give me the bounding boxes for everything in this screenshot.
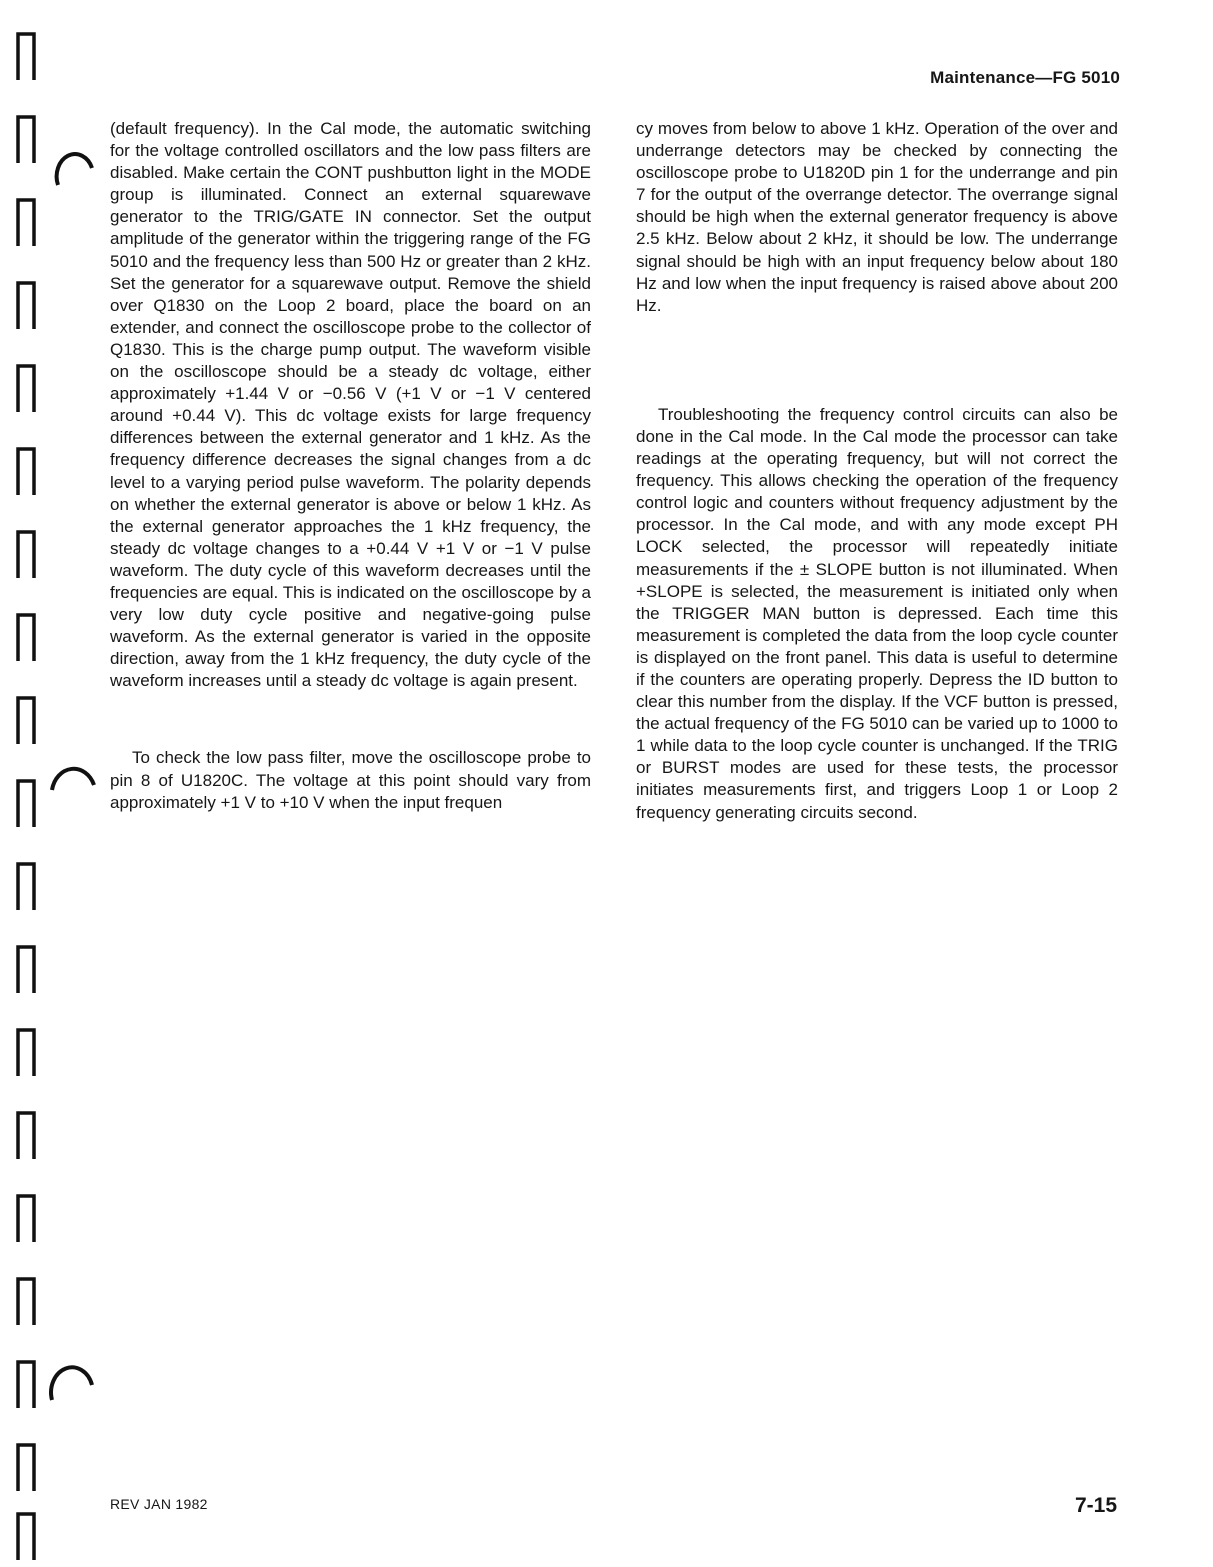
body-paragraph: cy moves from below to above 1 kHz. Operation of the over and underrange detectors may be checked by connecting the oscilloscope probe to U1820D pin 1 for the underrange and pin 7 for the output of the overrange detector. The overrange signal should be high when the external generator frequency is above 2.5 kHz. Below about 2 kHz, it should be low. The underrange signal should be high with an input frequency below about 180 Hz and low when the input frequency is raised above about 200 Hz. [636, 119, 1118, 315]
binder-hole-mark [18, 781, 34, 827]
binder-hole-mark [18, 615, 34, 661]
binder-hole-mark [18, 1030, 34, 1076]
binder-hole-mark [18, 1362, 34, 1408]
binder-ring-mark [57, 154, 92, 185]
body-paragraph: To check the low pass filter, move the oscilloscope probe to pin 8 of U1820C. The voltage at this point should vary from approximately +1 V to +10 V when the input frequen [110, 748, 591, 812]
binder-hole-mark [18, 283, 34, 329]
revision-date: REV JAN 1982 [110, 1496, 208, 1512]
binder-hole-mark [18, 1514, 34, 1560]
binder-hole-mark [18, 698, 34, 744]
binder-hole-mark [18, 947, 34, 993]
binder-hole-mark [18, 117, 34, 163]
binder-hole-mark [18, 1196, 34, 1242]
binder-ring-mark [51, 1367, 92, 1400]
body-paragraph: Troubleshooting the frequency control circuits can also be done in the Cal mode. In the Cal mode the processor can take readings at the operating frequency, but will not correct the frequency. This allows checking the operation of the frequency control logic and counters without frequency adjustment by the processor. In the Cal mode, and with any mode except PH LOCK selected, the processor will repeatedly initiate measurements if the ± SLOPE button is not illuminated. When +SLOPE is selected, the measurement is initiated only when the TRIGGER MAN button is depressed. Each time this measurement is completed the data from the loop cycle counter is displayed on the front panel. This data is useful to determine if the counters are operating properly. Depress the ID button to clear this number from the display. If the VCF button is pressed, the actual frequency of the FG 5010 can be varied up to 1000 to 1 while data to the loop cycle counter is unchanged. If the TRIG or BURST modes are used for these tests, the processor initiates measurements first, and triggers Loop 1 or Loop 2 frequency generating circuits second. [636, 404, 1118, 822]
page-number: 7-15 [1074, 1494, 1117, 1517]
left-column [110, 118, 591, 814]
right-column [636, 118, 1118, 824]
binder-hole-mark [18, 864, 34, 910]
binder-hole-mark [18, 366, 34, 412]
binder-hole-mark [18, 34, 34, 80]
binder-hole-mark [18, 1113, 34, 1159]
page-header: Maintenance—FG 5010 [930, 68, 1120, 87]
binder-holes [0, 0, 110, 1567]
binder-hole-mark [18, 532, 34, 578]
binder-ring-mark [52, 769, 94, 790]
body-paragraph: (default frequency). In the Cal mode, the automatic switching for the voltage controlled oscillators and the low pass filters are disabled. Make certain the CONT pushbutton light in the MODE group is illuminated. Connect an external squarewave generator to the TRIG/GATE IN connector. Set the output amplitude of the generator within the triggering range of the FG 5010 and the frequency less than 500 Hz or greater than 2 kHz. Set the generator for a squarewave output. Remove the shield over Q1830 on the Loop 2 board, place the board on an extender, and connect the oscilloscope probe to the collector of Q1830. This is the charge pump output. The waveform visible on the oscilloscope should be a steady dc voltage, either approximately +1.44 V or −0.56 V (+1 V or −1 V centered around +0.44 V). This dc voltage exists for large frequency differences between the external generator and 1 kHz. As the frequency difference decreases the signal changes from a dc level to a varying period pulse waveform. The polarity depends on whether the external generator is above or below 1 kHz. As the external generator approaches the 1 kHz frequency, the steady dc voltage changes to a +0.44 V +1 V or −1 V pulse waveform. The duty cycle of this waveform decreases until the frequencies are equal. This is indicated on the oscilloscope by a very low duty cycle positive and negative-going pulse waveform. As the external generator is varied in the opposite direction, away from the 1 kHz frequency, the duty cycle of the waveform increases until a steady dc voltage is again present. [110, 119, 591, 691]
binder-hole-mark [18, 1445, 34, 1491]
binder-hole-mark [18, 1279, 34, 1325]
binder-hole-mark [18, 200, 34, 246]
binder-hole-mark [18, 449, 34, 495]
